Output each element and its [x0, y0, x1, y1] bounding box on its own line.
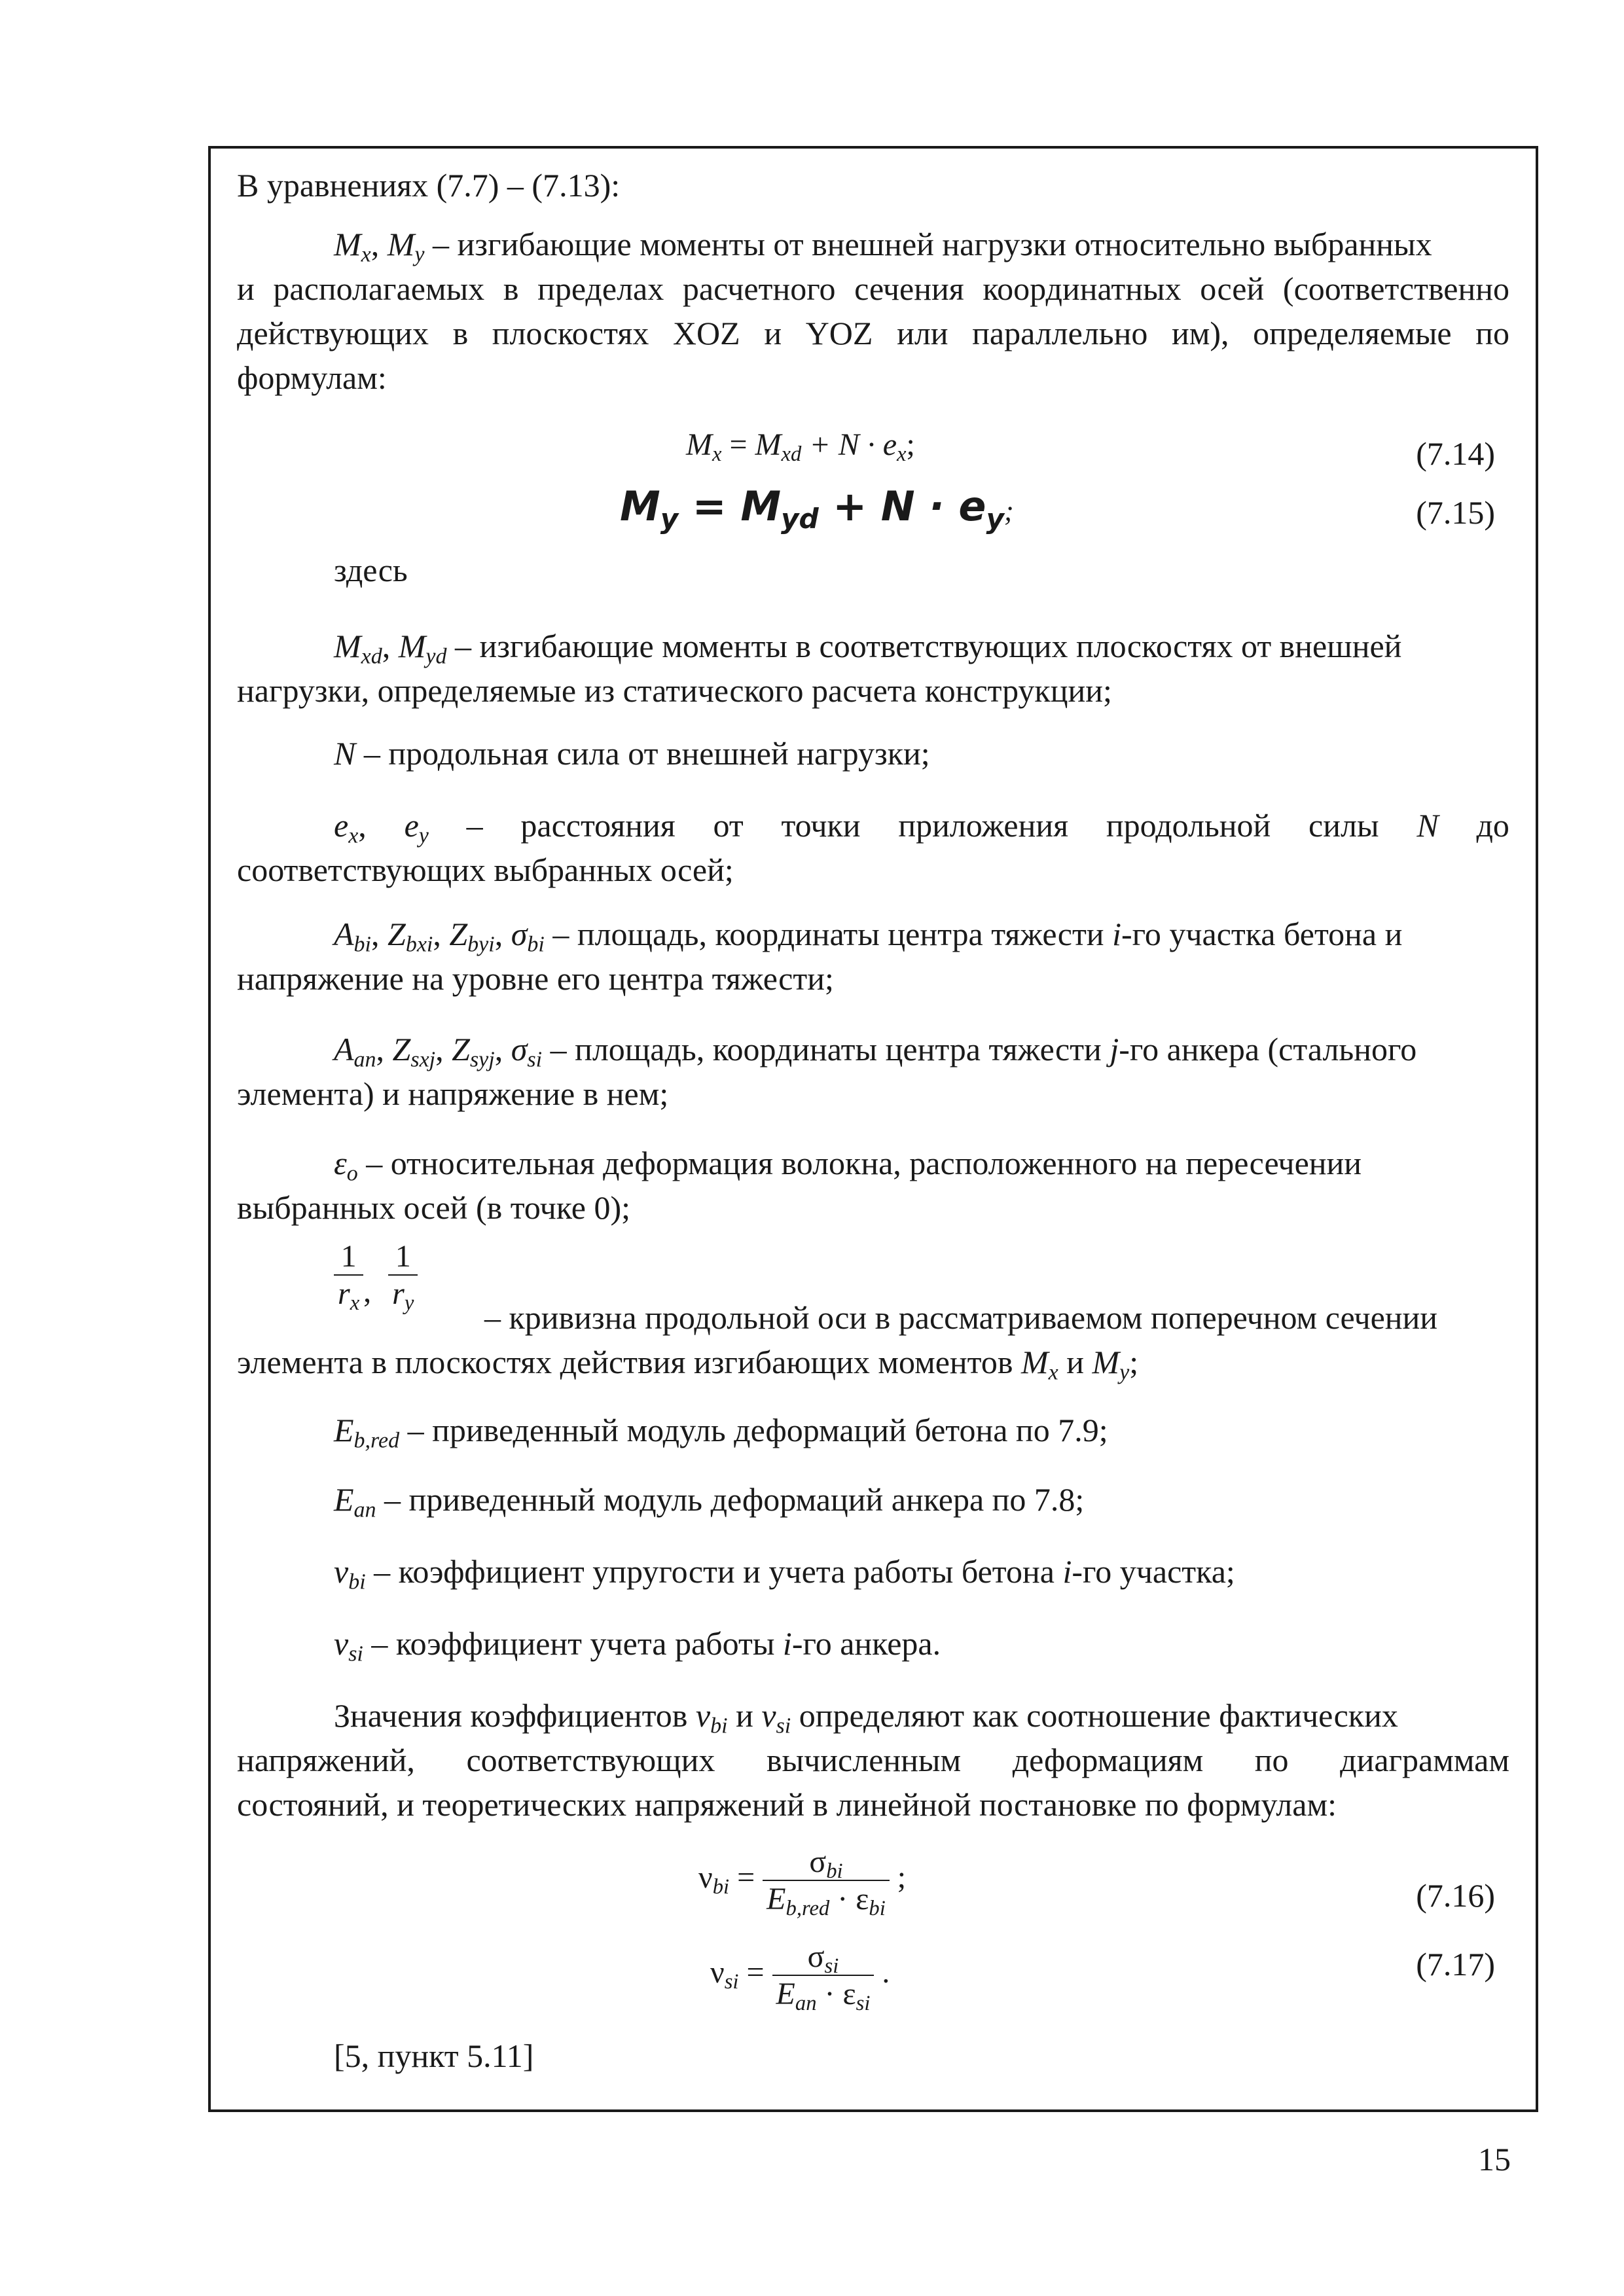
- paragraph-curvature-line2: элемента в плоскостях действия изгибающих моментов $M_x$ и $M_y$;: [237, 1344, 1139, 1385]
- paragraph-aan: $A_{an}$, $Z_{sxj}$, $Z_{syj}$, $\sigma_{si}$ – площадь, координаты центра тяжести j-го анкера (стального: [334, 1031, 1417, 1072]
- paragraph-e-line2: соответствующих выбранных осей;: [237, 852, 734, 888]
- symbol-n: N: [334, 735, 356, 772]
- paragraph-curvature: – кривизна продольной оси в рассматриваемом поперечном сечении: [484, 1299, 1438, 1336]
- paragraph-mx-my-line4: [237, 355, 1509, 400]
- symbol-eps: ε: [334, 1145, 347, 1181]
- paragraph-abi-line2: напряжение на уровне его центра тяжести;: [237, 960, 834, 997]
- paragraph-values-line3: состояний, и теоретических напряжений в линейной постановке по формулам:: [237, 1786, 1337, 1823]
- formula-7-14: $M_x = M_{xd} + N \cdot e_x$;: [686, 427, 915, 467]
- paragraph-aan-line2: элемента) и напряжение в нем;: [237, 1075, 669, 1112]
- equation-number-7-17: (7.17): [1416, 1946, 1495, 1982]
- paragraph-mx-my-line2: [237, 266, 1509, 311]
- paragraph-mx-my: [237, 222, 1509, 266]
- fraction-7-17: $\frac{\sigma_{si}}{E_{an} \cdot \varepsilon_{si}}$: [772, 1939, 875, 2012]
- symbol-myd: $M_{yd}$: [398, 628, 447, 669]
- fraction-1-rx: $\frac{1}{r_x}$: [334, 1238, 363, 1312]
- paragraph-e: $e_x$, $e_y$ – расстояния от точки приложения продольной силы N до: [334, 807, 1509, 848]
- paragraph-ebred: $E_{b,red}$ – приведенный модуль деформаций бетона по 7.9;: [334, 1412, 1108, 1453]
- paragraph-abi: $A_{bi}$, $Z_{bxi}$, $Z_{byi}$, $\sigma_{bi}$ – площадь, координаты центра тяжести i-го участка бетона и: [334, 916, 1403, 957]
- sep: ,: [370, 226, 388, 262]
- text: и располагаемых в пределах расчетного сечения координатных осей (соответственно: [237, 270, 1509, 307]
- symbol-mxd: $M_{xd}$: [334, 628, 382, 669]
- curvature-fractions: $\frac{1}{r_x}$ , $\frac{1}{r_y}$: [334, 1238, 418, 1312]
- paragraph-eps: $\varepsilon_o$ – относительная деформация волокна, расположенного на пересечении: [334, 1145, 1362, 1186]
- fraction-1-ry: $\frac{1}{r_y}$: [388, 1238, 418, 1312]
- reference: [5, пункт 5.11]: [334, 2037, 534, 2074]
- paragraph-mxd-myd: $M_{xd}$, $M_{yd}$ – изгибающие моменты в соответствующих плоскостях от внешней: [334, 628, 1402, 669]
- text: – изгибающие моменты от внешней нагрузки относительно выбранных: [424, 226, 1432, 262]
- equation-number-7-14: (7.14): [1416, 435, 1495, 472]
- intro-text: В уравнениях (7.7) – (7.13):: [237, 167, 621, 204]
- paragraph-values-line2: напряжений, соответствующих вычисленным деформациям по диаграммам: [237, 1742, 1509, 1778]
- text: здесь: [334, 552, 408, 588]
- paragraph-eps-line2: выбранных осей (в точке 0);: [237, 1189, 631, 1226]
- formula-7-16: $\nu_{bi}$ = $\frac{\sigma_{bi}}{E_{b,red} \cdot \varepsilon_{bi}}$ ;: [698, 1844, 907, 1921]
- page-number: 15: [1478, 2141, 1511, 2178]
- formula-7-15: $M_y = M_{yd} + N \cdot e_y$;: [620, 482, 1014, 535]
- bordered-content-box: [208, 146, 1538, 2112]
- symbol-my: $M_y$: [387, 226, 425, 267]
- paragraph-nubi: $\nu_{bi}$ – коэффициент упругости и учета работы бетона i-го участка;: [334, 1553, 1235, 1594]
- equation-number-7-16: (7.16): [1416, 1877, 1495, 1914]
- fraction-7-16: $\frac{\sigma_{bi}}{E_{b,red} \cdot \varepsilon_{bi}}$: [763, 1844, 890, 1917]
- equation-number-7-15: (7.15): [1416, 494, 1495, 531]
- text: действующих в плоскостях XOZ и YOZ или параллельно им), определяемые по: [237, 315, 1509, 351]
- paragraph-values: Значения коэффициентов $\nu_{bi}$ и $\nu_{si}$ определяют как соотношение фактических: [334, 1697, 1398, 1738]
- paragraph-ean: $E_{an}$ – приведенный модуль деформаций анкера по 7.8;: [334, 1481, 1085, 1522]
- intro-line: [237, 163, 1509, 207]
- paragraph-n: N – продольная сила от внешней нагрузки;: [334, 735, 930, 772]
- here-word: [334, 548, 1509, 592]
- symbol-mx: $M_x$: [334, 226, 371, 267]
- formula-7-17: $\nu_{si}$ = $\frac{\sigma_{si}}{E_{an} \cdot \varepsilon_{si}}$ .: [710, 1939, 890, 2016]
- text: формулам:: [237, 359, 387, 396]
- paragraph-mx-my-line3: [237, 311, 1509, 355]
- paragraph-nusi: $\nu_{si}$ – коэффициент учета работы i-го анкера.: [334, 1625, 941, 1666]
- paragraph-mxd-line2: нагрузки, определяемые из статического расчета конструкции;: [237, 672, 1112, 709]
